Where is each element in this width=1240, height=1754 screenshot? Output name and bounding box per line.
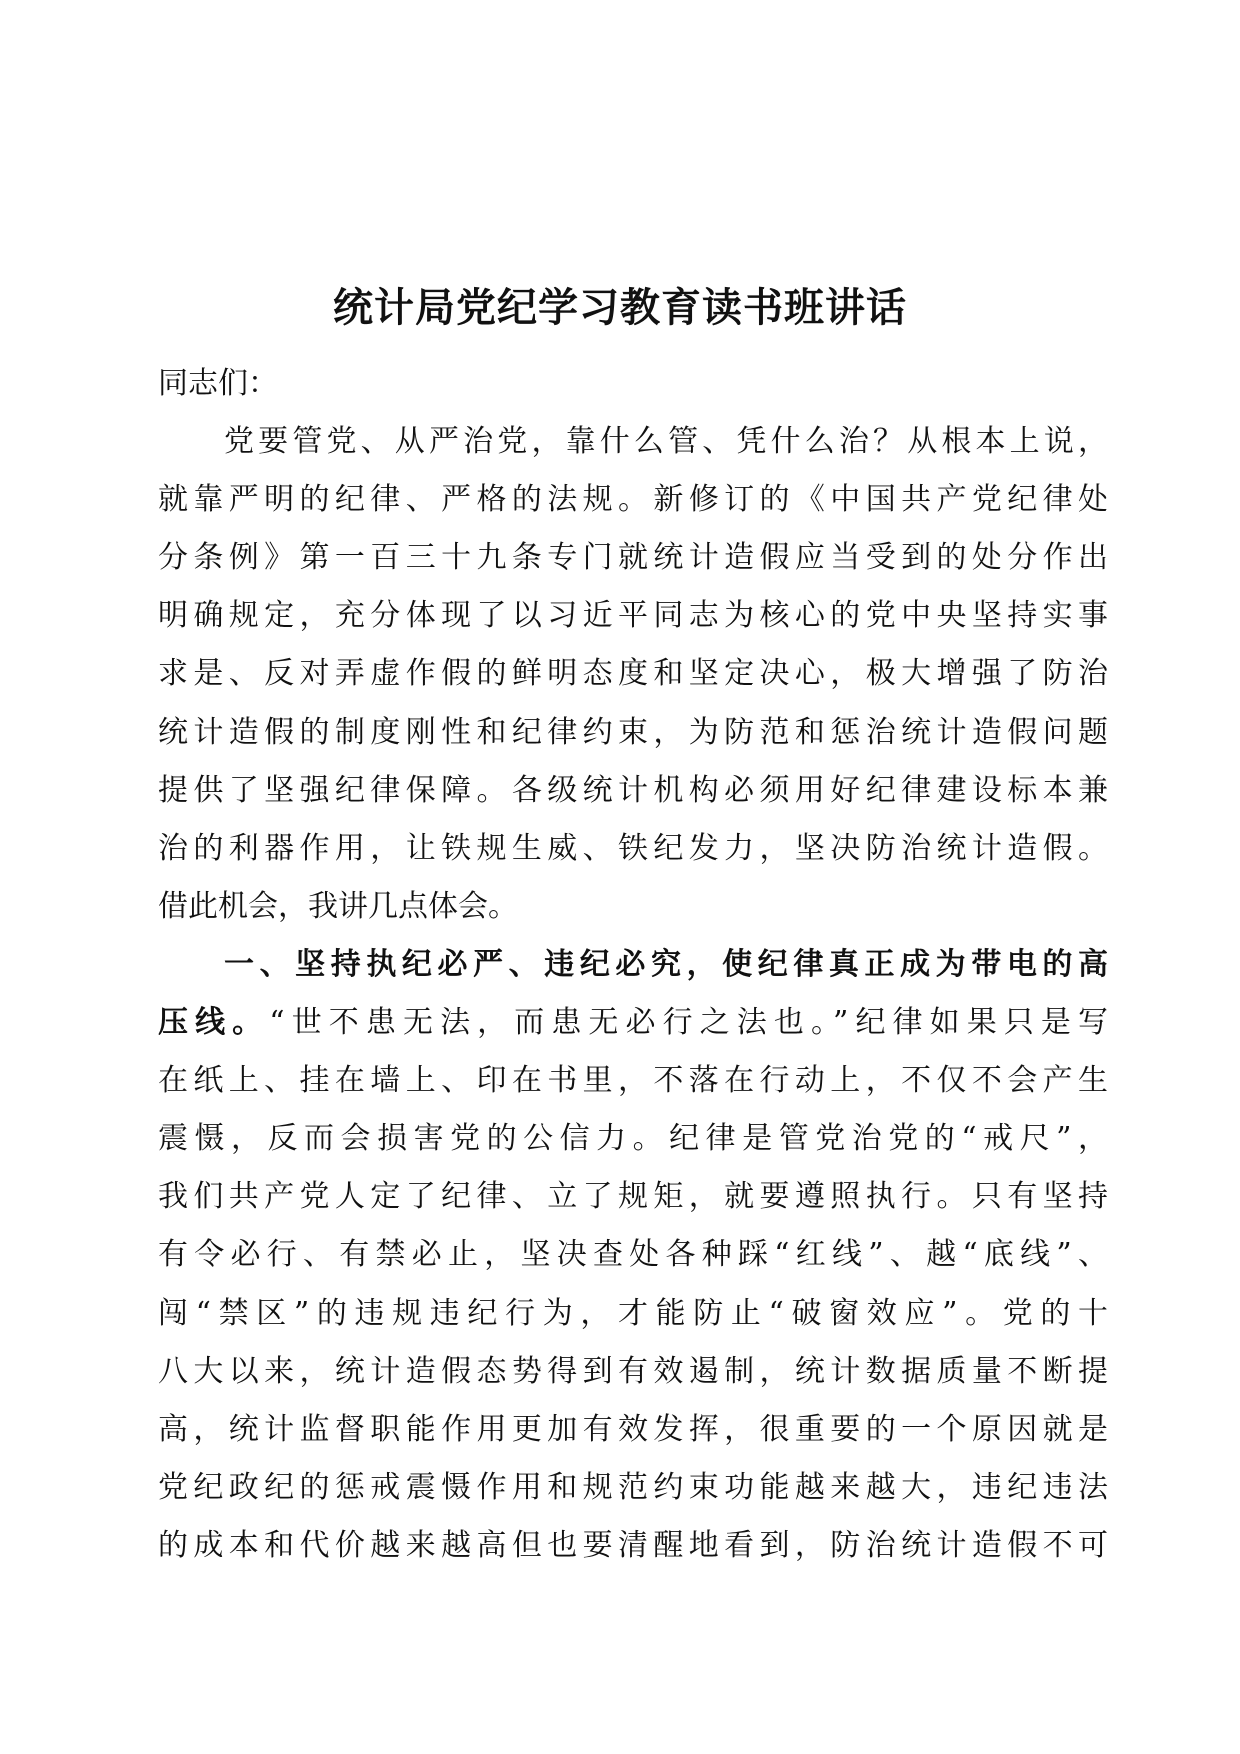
paragraph-line: 统计造假的制度刚性和纪律约束，为防范和惩治统计造假问题 (158, 714, 1108, 750)
paragraph-line: 就靠严明的纪律、严格的法规。新修订的《中国共产党纪律处 (158, 482, 1108, 518)
paragraph-line: 明确规定，充分体现了以习近平同志为核心的党中央坚持实事 (158, 598, 1108, 634)
paragraph-line: 我们共产党人定了纪律、立了规矩，就要遵照执行。只有坚持 (158, 1179, 1108, 1215)
paragraph-line: 高，统计监督职能作用更加有效发挥，很重要的一个原因就是 (158, 1411, 1108, 1447)
paragraph-line: 求是、反对弄虚作假的鲜明态度和坚定决心，极大增强了防治 (158, 656, 1108, 692)
paragraph-line: 震慑，反而会损害党的公信力。纪律是管党治党的“戒尺”， (158, 1121, 1108, 1157)
paragraph-line: 党纪政纪的惩戒震慑作用和规范约束功能越来越大，违纪违法 (158, 1469, 1108, 1505)
paragraph-line: 有令必行、有禁必止，坚决查处各种踩“红线”、越“底线”、 (158, 1237, 1108, 1273)
document-title: 统计局党纪学习教育读书班讲话 (333, 285, 907, 331)
section-heading-continuation (158, 994, 1108, 1052)
paragraph-line: 的成本和代价越来越高但也要清醒地看到，防治统计造假不可 (158, 1527, 1108, 1563)
paragraph-line: 党要管党、从严治党，靠什么管、凭什么治？从根本上说， (224, 424, 1108, 460)
paragraph-line: 提供了坚强纪律保障。各级统计机构必须用好纪律建设标本兼 (158, 772, 1108, 808)
paragraph-line: 在纸上、挂在墙上、印在书里，不落在行动上，不仅不会产生 (158, 1063, 1108, 1099)
paragraph-line: 分条例》第一百三十九条专门就统计造假应当受到的处分作出 (158, 540, 1108, 576)
paragraph-line: 治的利器作用，让铁规生威、铁纪发力，坚决防治统计造假。 (158, 830, 1108, 866)
section-heading: 一、坚持执纪必严、违纪必究，使纪律真正成为带电的高 (224, 946, 1108, 982)
paragraph-line: 八大以来，统计造假态势得到有效遏制，统计数据质量不断提 (158, 1353, 1108, 1389)
section-heading-end: 压线。 (158, 1005, 270, 1041)
paragraph-line-text: “世不患无法，而患无必行之法也。”纪律如果只是写 (269, 1005, 1109, 1041)
salutation: 同志们： (158, 366, 278, 401)
paragraph-line: 闯“禁区”的违规违纪行为，才能防止“破窗效应”。党的十 (158, 1295, 1108, 1331)
paragraph-line: 借此机会，我讲几点体会。 (158, 888, 518, 924)
document-body (158, 355, 1108, 1575)
